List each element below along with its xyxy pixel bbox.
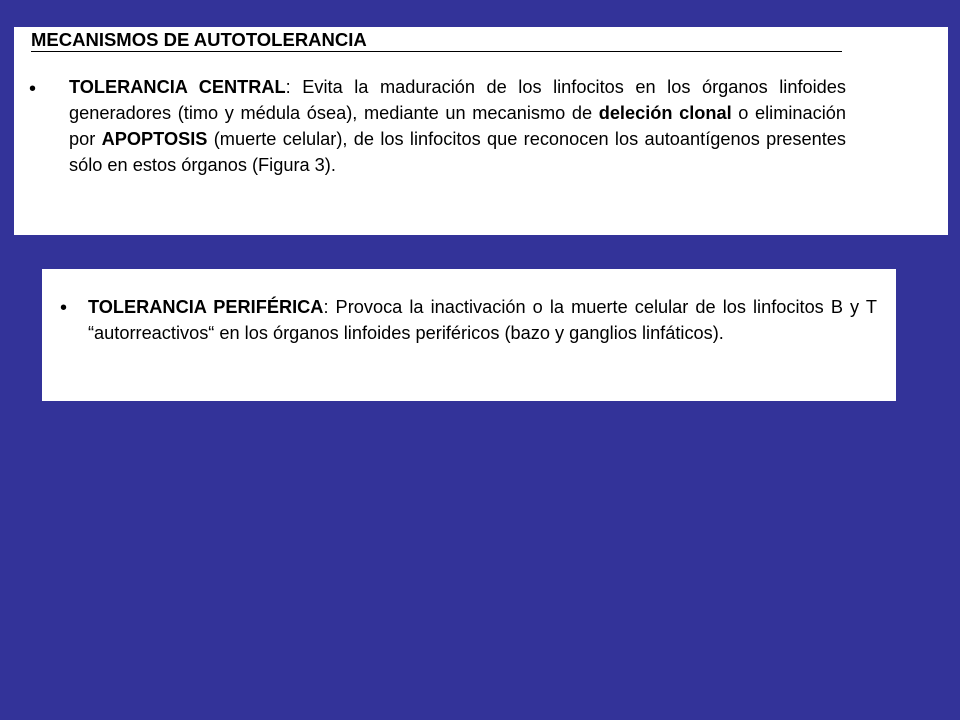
clonal-deletion-term: deleción clonal <box>598 103 732 123</box>
central-tolerance-paragraph <box>69 74 846 178</box>
central-tolerance-panel <box>14 27 948 235</box>
peripheral-tolerance-term: TOLERANCIA PERIFÉRICA <box>88 297 324 317</box>
peripheral-text-part-1: : Provoca la inactivación o la muerte celular de los linfocitos B y T “autorreactivos“ en los órganos linfoides periféricos (bazo y ganglios linfáticos). <box>88 297 877 343</box>
central-text-part-2: o eliminación por <box>69 103 847 149</box>
section-title: MECANISMOS DE AUTOTOLERANCIA <box>31 29 842 52</box>
apoptosis-term: APOPTOSIS <box>101 129 208 149</box>
bullet-icon: • <box>60 297 68 319</box>
peripheral-tolerance-paragraph <box>88 294 877 346</box>
central-text-part-3: (muerte celular), de los linfocitos que reconocen los autoantígenos presentes sólo en estos órganos (Figura 3). <box>69 129 846 175</box>
peripheral-tolerance-panel <box>42 269 896 401</box>
bullet-icon: • <box>29 78 37 100</box>
central-tolerance-term: TOLERANCIA CENTRAL <box>69 77 286 97</box>
central-text-part-1: : Evita la maduración de los linfocitos en los órganos linfoides generadores (timo y médula ósea), mediante un mecanismo de <box>69 77 846 123</box>
